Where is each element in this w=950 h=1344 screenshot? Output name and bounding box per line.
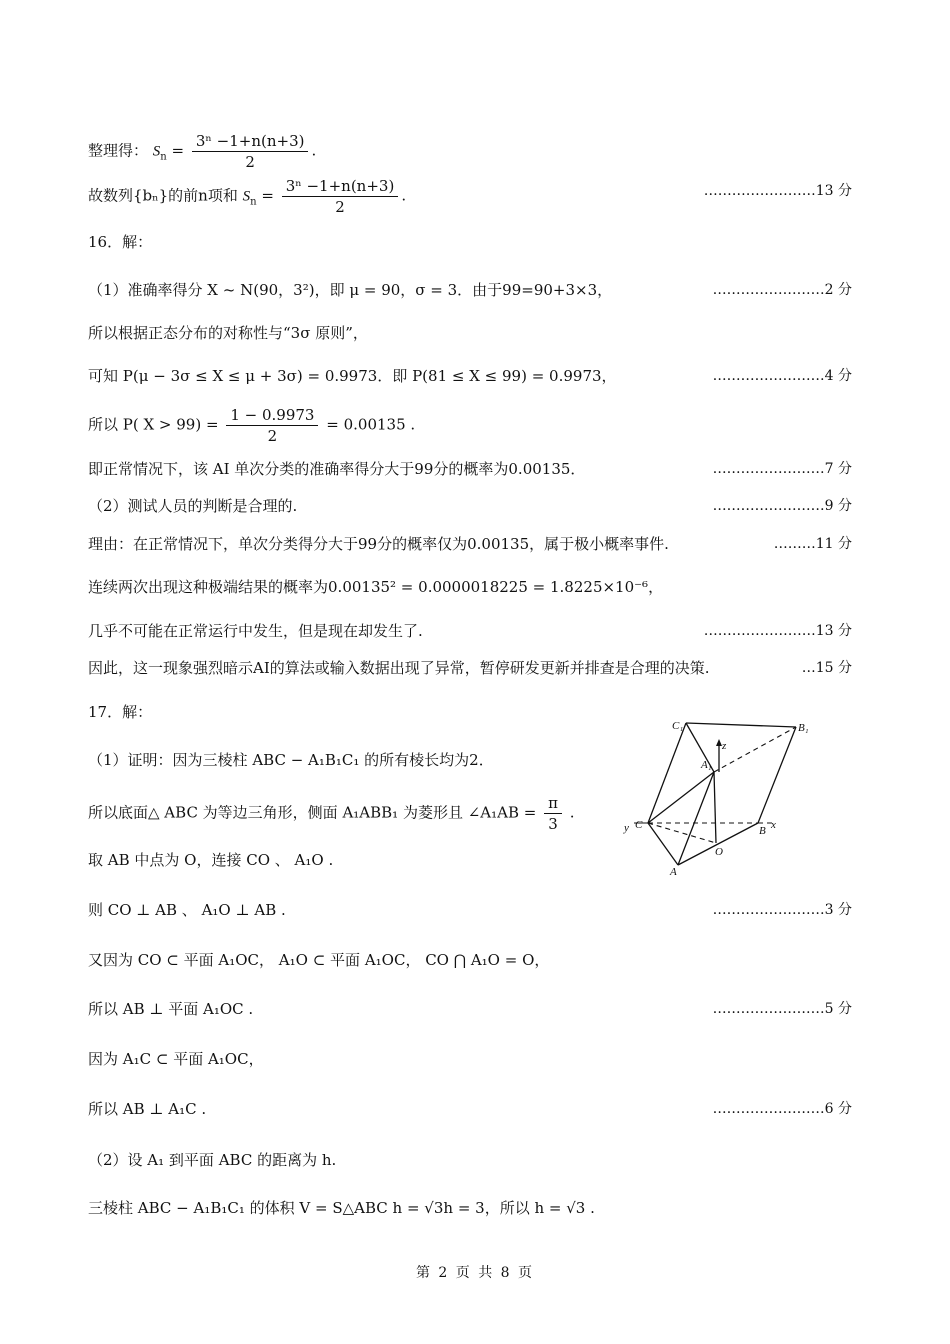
label-a1: A₁ <box>701 759 712 771</box>
q16-part2-line1: （2）测试人员的判断是合理的. <box>88 497 298 515</box>
text: 所以 P( X > 99) = <box>88 415 219 434</box>
score-11: ………11 分 <box>773 536 852 552</box>
label-z: z <box>722 740 727 752</box>
score-15: …15 分 <box>801 660 852 676</box>
text: = 0.00135 . <box>326 415 416 434</box>
score-7: ……………………7 分 <box>712 461 852 477</box>
dashed-a1-b1 <box>714 727 796 772</box>
label-b1: B₁ <box>798 722 809 734</box>
score-5: ……………………5 分 <box>712 1001 852 1017</box>
text: 所以底面△ ABC 为等边三角形，侧面 A₁ABB₁ 为菱形且 ∠A₁AB = <box>88 803 537 822</box>
q16-heading: 16．解： <box>88 233 153 251</box>
score-13: ……………………13 分 <box>703 183 852 199</box>
denominator: 2 <box>335 198 345 216</box>
q17-part1-line5: 又因为 CO ⊂ 平面 A₁OC， A₁O ⊂ 平面 A₁OC， CO ⋂ A₁O = O， <box>88 951 550 969</box>
q16-part2-line2: 理由：在正常情况下，单次分类得分大于99分的概率仅为0.00135，属于极小概率事件. <box>88 535 669 553</box>
q16-part1-line2: 所以根据正态分布的对称性与“3σ 原则”， <box>88 324 368 342</box>
label-x: x <box>771 819 776 831</box>
segment-a1-o <box>714 772 716 843</box>
numerator: 3ⁿ −1+n(n+3) <box>282 176 399 197</box>
score-9: ……………………9 分 <box>712 498 852 514</box>
numerator: π <box>544 793 562 814</box>
dashed-c-o <box>648 823 716 843</box>
text: 故数列{bₙ}的前n项和 <box>88 186 238 205</box>
edge-a-b <box>678 823 758 865</box>
q16-part1-line3: 可知 P(μ − 3σ ≤ X ≤ μ + 3σ) = 0.9973．即 P(81 ≤ X ≤ 99) = 0.9973， <box>88 367 617 385</box>
denominator: 2 <box>267 427 278 445</box>
edge-c1-b1 <box>686 723 796 727</box>
fraction <box>282 176 399 217</box>
label-o: O <box>715 846 723 858</box>
edge-b1-b <box>758 727 796 823</box>
score-4: ……………………4 分 <box>712 368 852 384</box>
denominator: 2 <box>245 153 255 171</box>
score-3: ……………………3 分 <box>712 902 852 918</box>
q16-part2-line5: 因此，这一现象强烈暗示AI的算法或输入数据出现了异常，暂停研发更新并排查是合理的决策. <box>88 659 710 677</box>
q17-heading: 17．解： <box>88 703 153 721</box>
q17-part2-line2: 三棱柱 ABC − A₁B₁C₁ 的体积 V = S△ABC h = √3h = 3，所以 h = √3 . <box>88 1199 595 1217</box>
text: . <box>569 803 575 822</box>
q17-part1-line6: 所以 AB ⊥ 平面 A₁OC . <box>88 1000 254 1018</box>
fraction <box>226 405 318 446</box>
q16-part2-line4: 几乎不可能在正常运行中发生，但是现在却发生了. <box>88 622 423 640</box>
edge-c-a <box>648 823 678 865</box>
line-summary-sn: 整理得： $S_n$ = $\frac{\text{3ⁿ −1+n(n+3)}}{2}$ . <box>88 132 317 171</box>
line-conclusion-sn: 故数列{bₙ}的前n项和 $S_n$ = $\frac{\text{3ⁿ −1+n(n+3)}}{2}$ . <box>88 177 407 216</box>
q16-part1-line4 <box>88 405 415 446</box>
q17-part2-line1: （2）设 A₁ 到平面 ABC 的距离为 h. <box>88 1151 337 1169</box>
label-a: A <box>670 866 677 878</box>
page-footer: 第 2 页 共 8 页 <box>415 1265 535 1281</box>
text: 整理得： <box>88 141 149 160</box>
q17-part1-line4: 则 CO ⊥ AB 、 A₁O ⊥ AB . <box>88 901 286 919</box>
q17-part1-line3: 取 AB 中点为 O，连接 CO 、 A₁O . <box>88 851 334 869</box>
score-13b: ……………………13 分 <box>703 623 852 639</box>
label-b: B <box>759 825 766 837</box>
score-6: ……………………6 分 <box>712 1101 852 1117</box>
q16-part2-line3: 连续两次出现这种极端结果的概率为0.00135² = 0.0000018225 = 1.8225×10⁻⁶， <box>88 578 664 596</box>
fraction <box>192 131 309 172</box>
numerator: 3ⁿ −1+n(n+3) <box>192 131 309 152</box>
score-2: ……………………2 分 <box>712 282 852 298</box>
numerator: 1 − 0.9973 <box>226 405 318 426</box>
q17-part1-line2 <box>88 793 575 834</box>
q16-part1-line1: （1）准确率得分 X ~ N(90，3²)，即 μ = 90，σ = 3．由于99=90+3×3， <box>88 281 613 299</box>
prism-figure <box>618 715 809 880</box>
label-y: y <box>624 822 629 834</box>
q17-part1-line7: 因为 A₁C ⊂ 平面 A₁OC， <box>88 1050 264 1068</box>
q16-part1-line5: 即正常情况下，该 AI 单次分类的准确率得分大于99分的概率为0.00135． <box>88 460 586 478</box>
q17-part1-line1: （1）证明：因为三棱柱 ABC − A₁B₁C₁ 的所有棱长均为2． <box>88 751 494 769</box>
denominator: 3 <box>548 815 558 833</box>
label-c: C <box>635 819 643 831</box>
fraction <box>544 793 562 834</box>
q17-part1-line8: 所以 AB ⊥ A₁C . <box>88 1100 207 1118</box>
label-c1: C₁ <box>672 720 684 732</box>
